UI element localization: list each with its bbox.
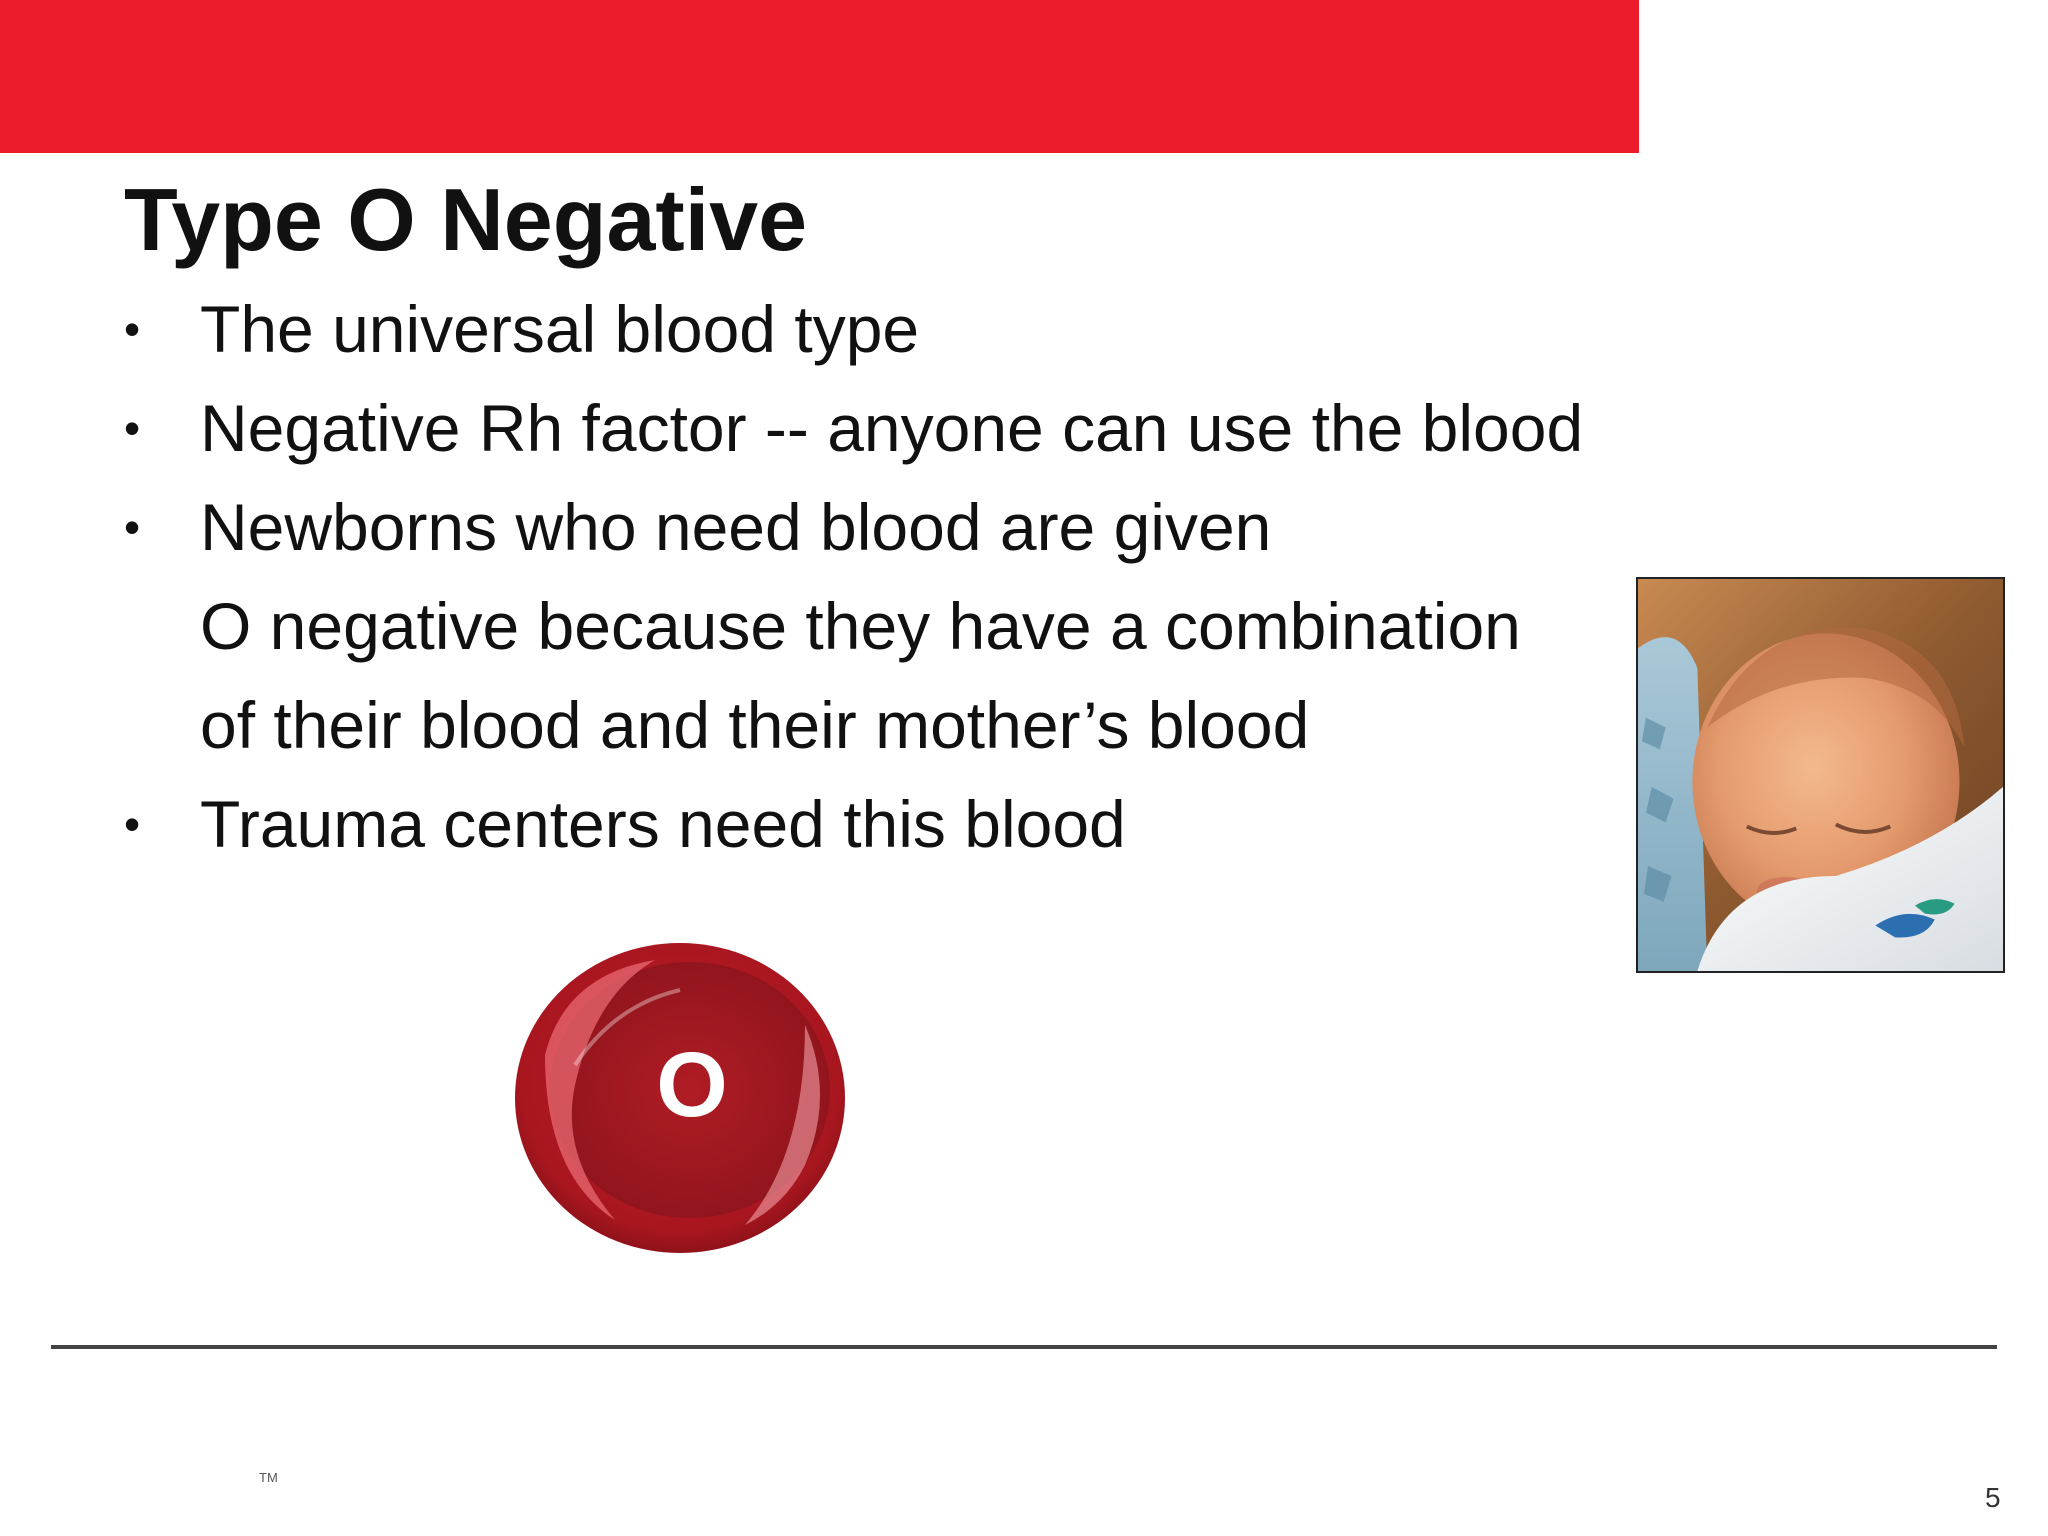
bullet-text: Negative Rh factor -- anyone can use the blood (200, 391, 1584, 465)
bullet-continuation-line: of their blood and their mother’s blood (200, 688, 1310, 762)
bullet-item (120, 280, 1660, 379)
page-number: 5 (1985, 1482, 2001, 1513)
bullet-text: Newborns who need blood are given (200, 490, 1272, 564)
bullet-text: The universal blood type (200, 292, 920, 366)
bullet-dot: • (124, 303, 141, 355)
top-banner (0, 0, 1639, 153)
bullet-item (120, 478, 1660, 775)
bullet-dot: • (124, 501, 141, 553)
trademark-mark: TM (259, 1470, 278, 1485)
bullet-continuation-line: O negative because they have a combination (200, 589, 1521, 663)
bullet-dot: • (124, 402, 141, 454)
bullet-dot: • (124, 798, 141, 850)
bullet-text: Trauma centers need this blood (200, 787, 1126, 861)
bullet-item (120, 775, 1660, 874)
slide-title: Type O Negative (124, 170, 808, 269)
blood-type-label: O (656, 1034, 728, 1136)
bullet-list (120, 280, 1660, 874)
blood-cell-icon (505, 935, 855, 1255)
footer-divider (51, 1345, 1997, 1349)
bullet-item (120, 379, 1660, 478)
newborn-photo-image (1638, 579, 2003, 971)
newborn-photo (1636, 577, 2005, 973)
